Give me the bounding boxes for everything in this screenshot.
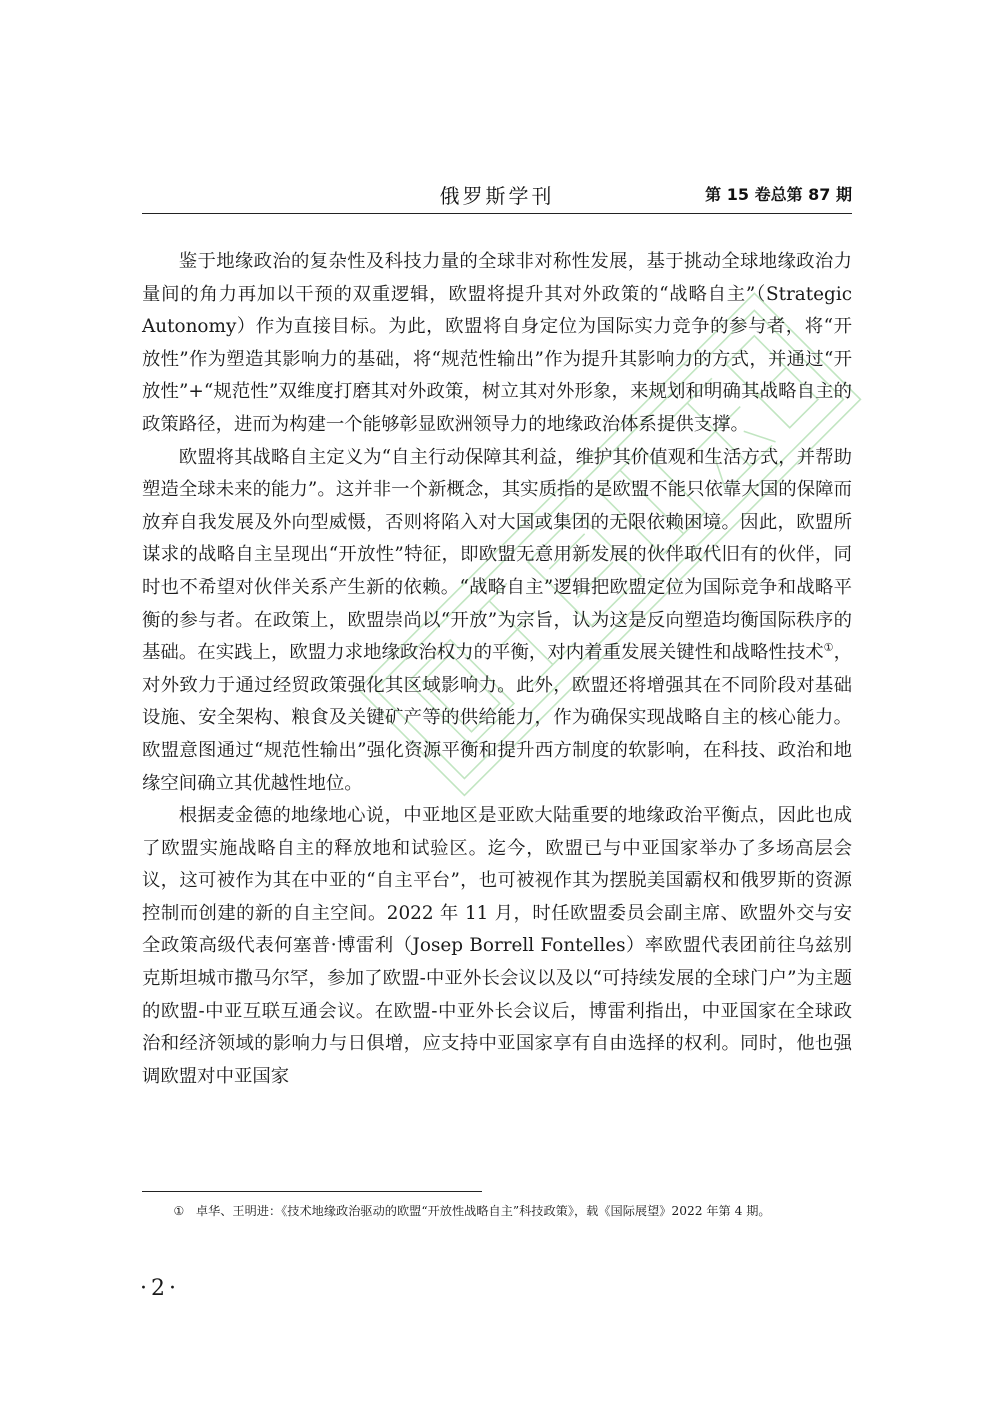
journal-title: 俄罗斯学刊 (439, 184, 555, 208)
paragraph: 鉴于地缘政治的复杂性及科技力量的全球非对称性发展，基于挑动全球地缘政治力量间的角力再加以干预的双重逻辑，欧盟将提升其对外政策的“战略自主”（Strategic Autonomy）作为直接目标。为此，欧盟将自身定位为国际实力竞争的参与者，将“开放性”作为塑造其影响力的基础，将“规范性输出”作为提升其影响力的方式，并通过“开放性”+“规范性”双维度打磨其对外政策，树立其对外形象，来规划和明确其战略自主的政策路径，进而为构建一个能够彰显欧洲领导力的地缘政治体系提供支撑。 (142, 251, 852, 435)
footnote (142, 1201, 852, 1221)
body-text (142, 246, 852, 1093)
paragraph-text: ，对外致力于通过经贸政策强化其区域影响力。此外，欧盟还将增强其在不同阶段对基础设施、安全架构、粮食及关键矿产等的供给能力，作为确保实现战略自主的核心能力。欧盟意图通过“规范性输出”强化资源平衡和提升西方制度的软影响，在科技、政治和地缘空间确立其优越性地位。 (142, 642, 852, 794)
paragraph: 根据麦金德的地缘地心说，中亚地区是亚欧大陆重要的地缘政治平衡点，因此也成了欧盟实施战略自主的释放地和试验区。迄今，欧盟已与中亚国家举办了多场高层会议，这可被作为其在中亚的“自主平台”，也可被视作其为摆脱美国霸权和俄罗斯的资源控制而创建的新的自主空间。2022 年 11 月，时任欧盟委员会副主席、欧盟外交与安全政策高级代表何塞普·博雷利（Josep Borrell Fontelles）率欧盟代表团前往乌兹别克斯坦城市撒马尔罕，参加了欧盟-中亚外长会议以及以“可持续发展的全球门户”为主题的欧盟-中亚互联互通会议。在欧盟-中亚外长会议后，博雷利指出，中亚国家在全球政治和经济领域的影响力与日俱增，应支持中亚国家享有自由选择的权利。同时，他也强调欧盟对中亚国家 (142, 805, 852, 1087)
footnote-reference[interactable]: ① (823, 641, 834, 655)
paragraph-text: 欧盟将其战略自主定义为“自主行动保障其利益，维护其价值观和生活方式，并帮助塑造全球未来的能力”。这并非一个新概念，其实质指的是欧盟不能只依靠大国的保障而放弃自我发展及外向型威慑，否则将陷入对大国或集团的无限依赖困境。因此，欧盟所谋求的战略自主呈现出“开放性”特征，即欧盟无意用新发展的伙伴取代旧有的伙伴，同时也不希望对伙伴关系产生新的依赖。“战略自主”逻辑把欧盟定位为国际竞争和战略平衡的参与者。在政策上，欧盟崇尚以“开放”为宗旨，认为这是反向塑造均衡国际秩序的基础。在实践上，欧盟力求地缘政治权力的平衡，对内着重发展关键性和战略性技术 (142, 446, 852, 664)
page-number: ·2· (140, 1276, 180, 1301)
footnote-divider (142, 1191, 482, 1192)
footnote-mark: ① (173, 1204, 185, 1218)
running-header (142, 178, 852, 212)
paragraph (142, 442, 852, 801)
header-divider (142, 213, 852, 214)
issue-label: 第 15 卷总第 87 期 (705, 185, 852, 204)
footnote-text: 卓华、王明进：《技术地缘政治驱动的欧盟“开放性战略自主”科技政策》，载《国际展望》2022 年第 4 期。 (195, 1204, 771, 1218)
